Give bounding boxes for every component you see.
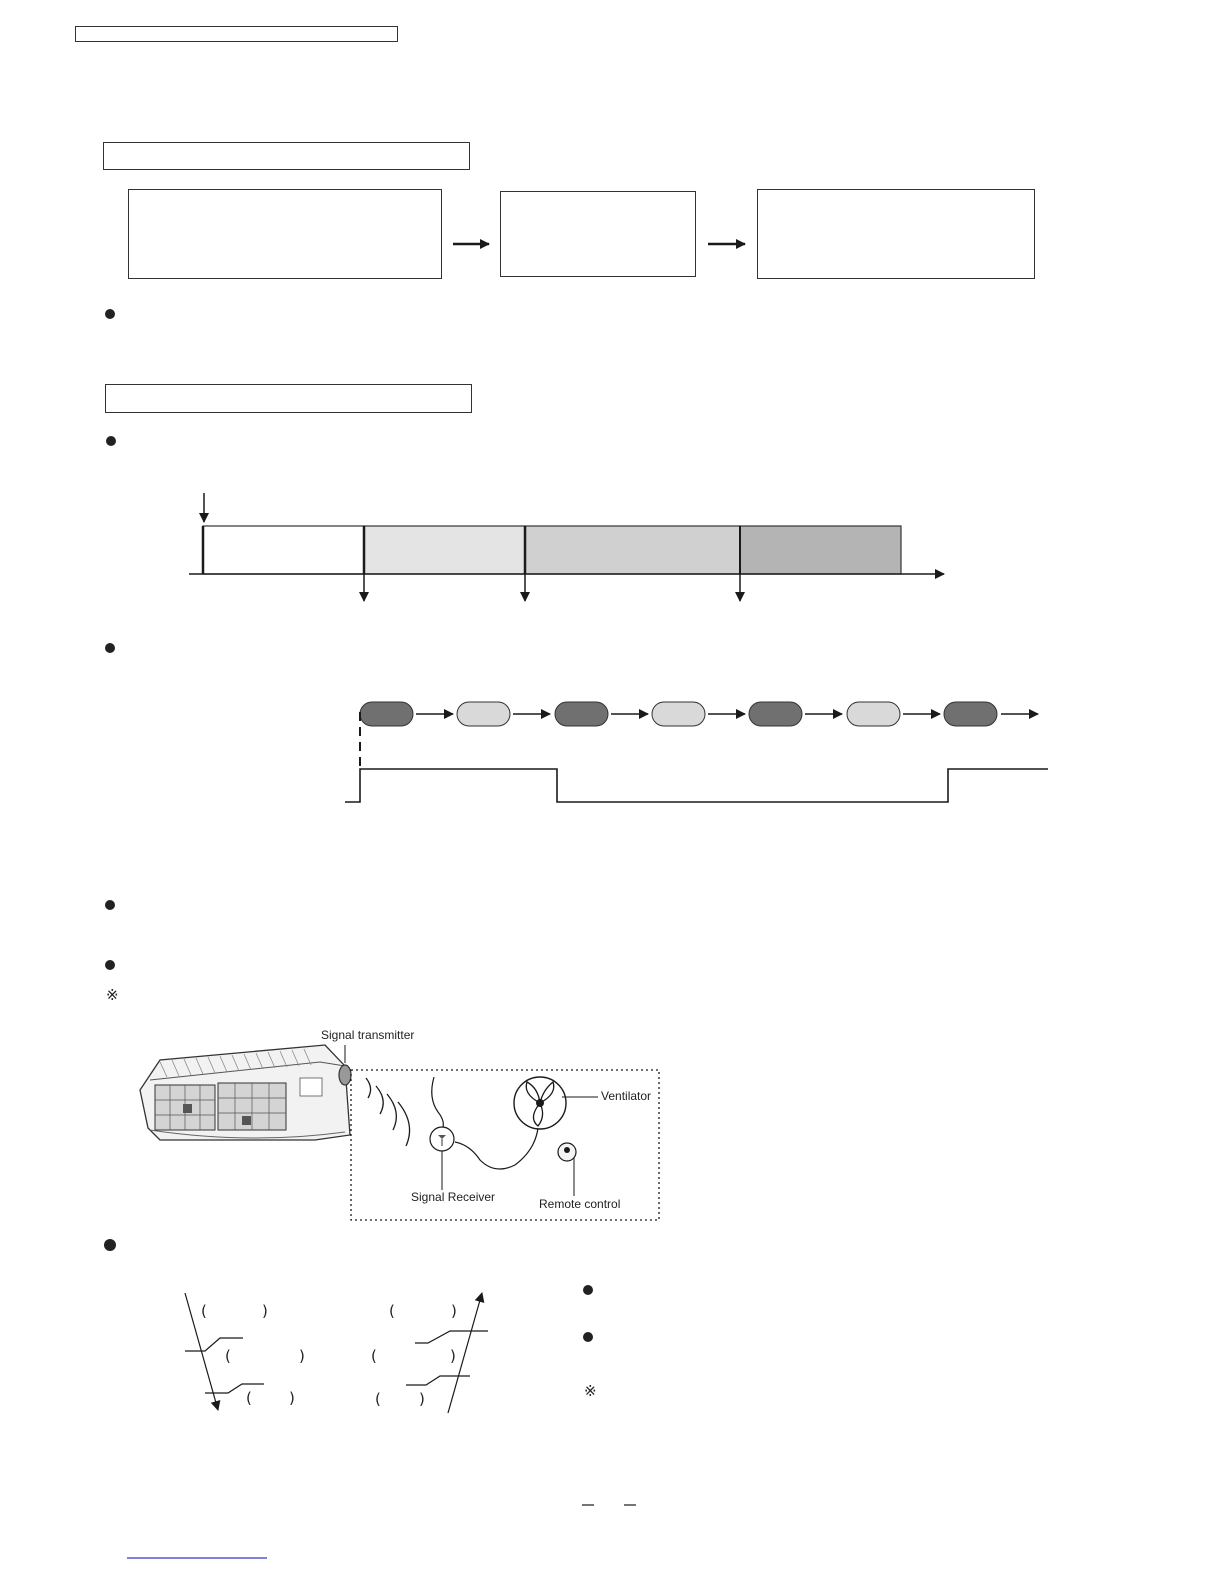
step-line-left-2: [205, 1384, 264, 1393]
svg-text:): ): [299, 1347, 305, 1365]
bullet-2: [106, 436, 116, 446]
signal-transmitter-label: Signal transmitter: [321, 1028, 415, 1042]
pill-sequence: [360, 702, 1038, 726]
bullet-5: [105, 960, 115, 970]
timeline-stage-2: [364, 526, 525, 574]
svg-text:(: (: [246, 1389, 252, 1407]
receiver-wire: [455, 1128, 538, 1169]
pill-4: [652, 702, 705, 726]
pill-7: [944, 702, 997, 726]
svg-text:): ): [451, 1302, 457, 1320]
signal-receiver-label: Signal Receiver: [411, 1190, 496, 1204]
svg-text:): ): [262, 1302, 268, 1320]
bullet-3: [105, 643, 115, 653]
svg-text:(: (: [201, 1302, 207, 1320]
pill-6: [847, 702, 900, 726]
remote-control-label: Remote control: [539, 1197, 621, 1211]
bullet-1: [105, 309, 115, 319]
signal-transmitter-lens: [339, 1065, 351, 1085]
pill-5: [749, 702, 802, 726]
svg-text:(: (: [375, 1390, 381, 1408]
ventilator-label: Ventilator: [601, 1089, 652, 1103]
svg-text:(: (: [389, 1302, 395, 1320]
pill-1: [360, 702, 413, 726]
svg-text:): ): [450, 1347, 456, 1365]
bullet-6: [104, 1239, 116, 1251]
svg-text:): ): [419, 1390, 425, 1408]
reference-mark-2: ※: [584, 1382, 597, 1400]
section-title-box-2: [105, 384, 472, 413]
step-line-right-1: [415, 1331, 488, 1343]
step-line-left-1: [185, 1338, 243, 1351]
pill-3: [555, 702, 608, 726]
signal-waves: [366, 1078, 410, 1146]
parentheses: [201, 1302, 457, 1408]
timeline-stage-4: [740, 526, 901, 574]
bullet-8: [583, 1332, 593, 1342]
air-conditioner-illustration: [140, 1045, 351, 1140]
svg-text:(: (: [225, 1347, 231, 1365]
svg-text:(: (: [371, 1347, 377, 1365]
ventilator-icon: [514, 1077, 566, 1129]
pill-2: [457, 702, 510, 726]
timeline-chart: [189, 493, 944, 601]
reference-mark-1: ※: [106, 986, 119, 1004]
bullet-4: [105, 900, 115, 910]
step-line-right-2: [406, 1376, 470, 1385]
svg-text:): ): [289, 1389, 295, 1407]
bullet-7: [583, 1285, 593, 1295]
timeline-stage-3: [525, 526, 740, 574]
timeline-stage-1: [203, 526, 364, 574]
receiver-antenna: [432, 1077, 444, 1130]
pulse-waveform: [345, 769, 1048, 802]
